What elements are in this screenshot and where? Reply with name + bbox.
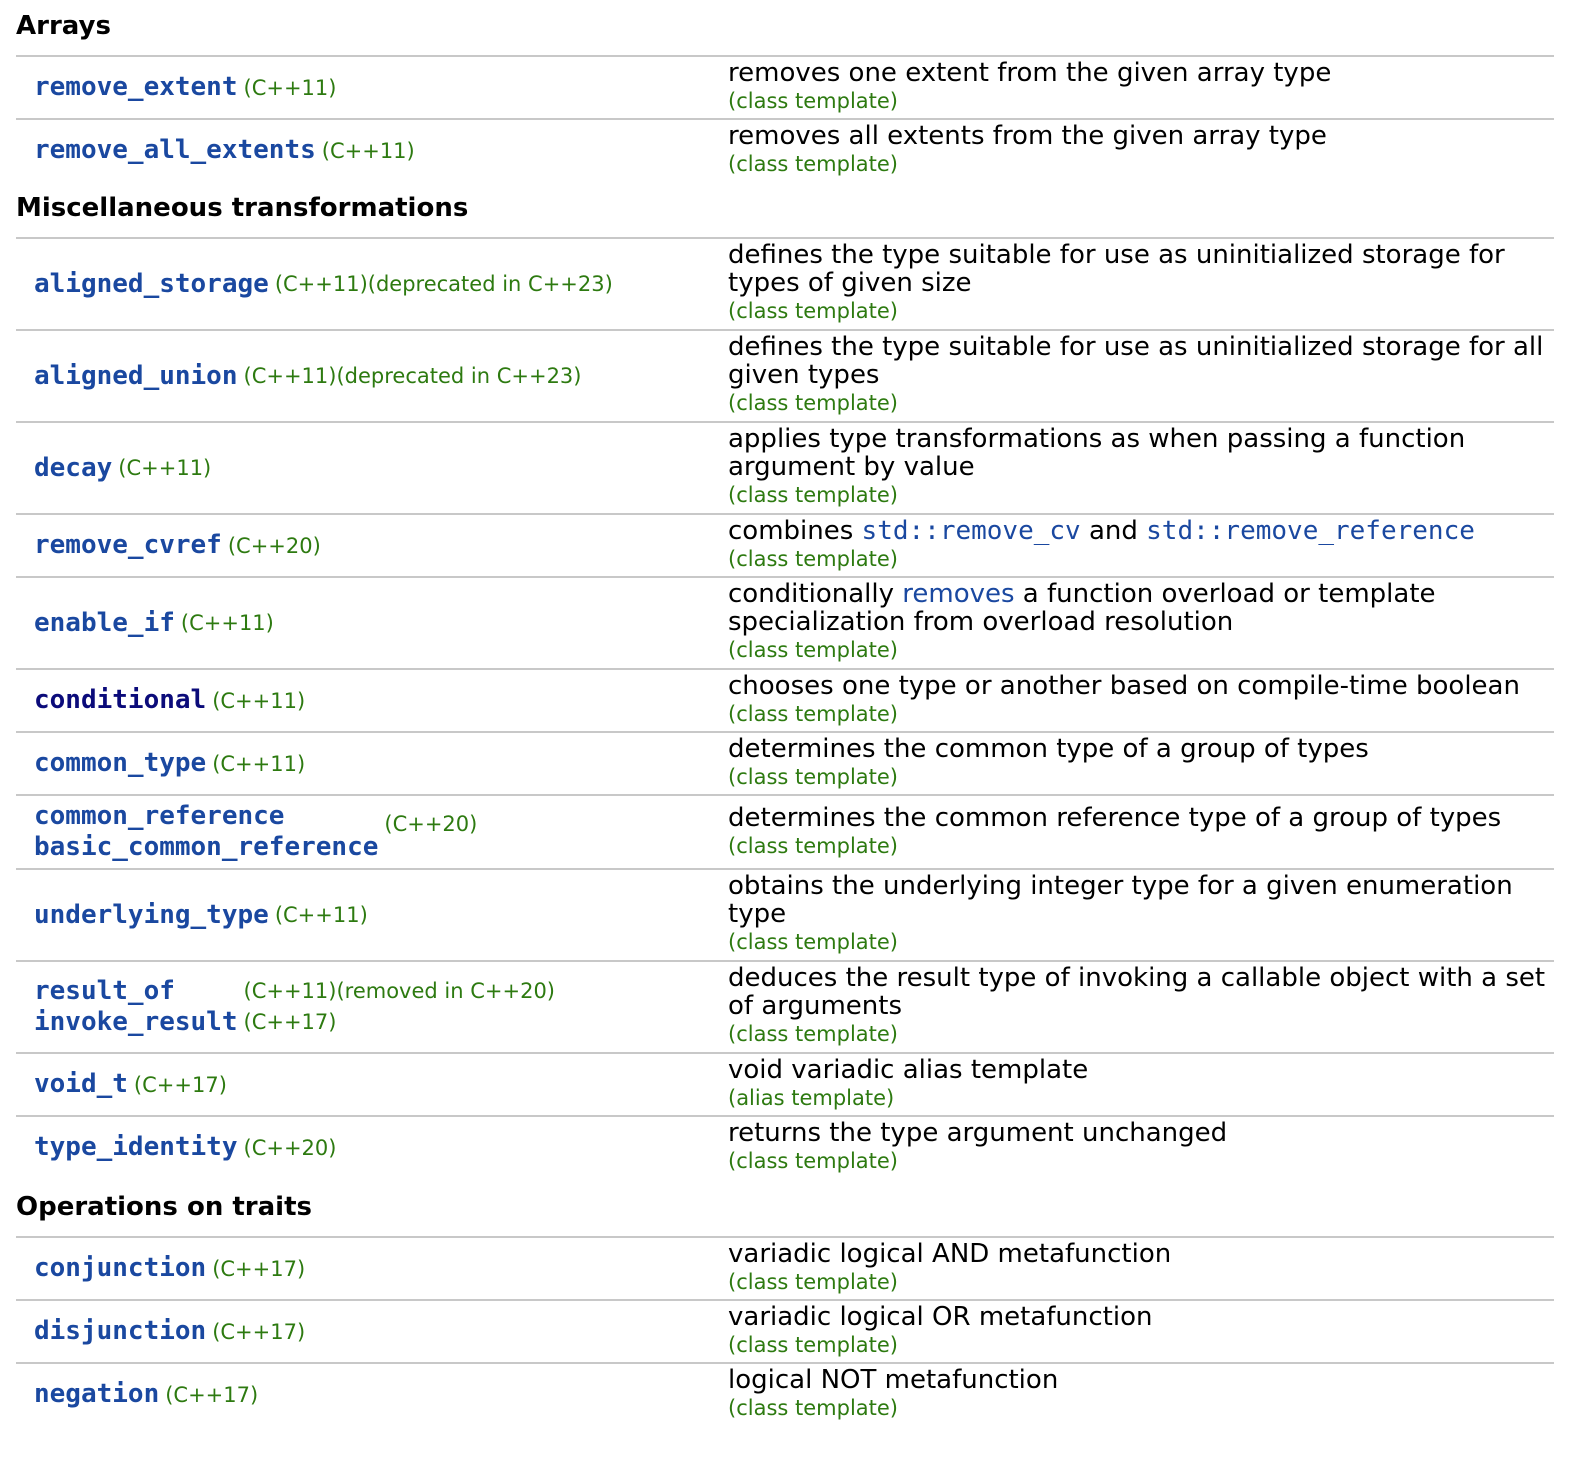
standard-mark: (C++17) bbox=[165, 1382, 259, 1407]
description-text: determines the common reference type of a group of types bbox=[728, 803, 1502, 833]
underlying-type-link[interactable]: underlying_type bbox=[34, 899, 269, 930]
kind-label: (class template) bbox=[728, 89, 898, 113]
decay-link[interactable]: decay bbox=[34, 452, 113, 483]
remove-reference-link[interactable]: std::remove_reference bbox=[1146, 516, 1475, 546]
invoke-result-link[interactable]: invoke_result bbox=[34, 1007, 238, 1037]
description-cell bbox=[728, 1117, 1554, 1178]
table-row bbox=[16, 670, 1554, 733]
description-text: returns the type argument unchanged bbox=[728, 1118, 1228, 1148]
aligned-union-link[interactable]: aligned_union bbox=[34, 360, 238, 391]
remove-extent-link[interactable]: remove_extent bbox=[34, 72, 238, 102]
sfinae-link[interactable]: removes bbox=[902, 579, 1015, 609]
name-cell bbox=[16, 1117, 728, 1178]
common-reference-link[interactable]: common_reference bbox=[34, 801, 285, 831]
standard-mark: (C++20) bbox=[384, 812, 478, 836]
name-cell bbox=[16, 1238, 728, 1299]
description-cell bbox=[728, 796, 1554, 868]
table-row bbox=[16, 331, 1554, 423]
description-text: chooses one type or another based on compile-time boolean bbox=[728, 671, 1520, 701]
standard-mark: (C++11) bbox=[180, 611, 274, 635]
name-cell bbox=[16, 870, 728, 960]
description-text: defines the type suitable for use as uninitialized storage for types of given size bbox=[728, 240, 1505, 298]
remove-all-extents-link[interactable]: remove_all_extents bbox=[34, 135, 316, 165]
standard-mark: (C++20) bbox=[243, 1135, 337, 1160]
kind-label: (class template) bbox=[728, 702, 898, 726]
name-cell bbox=[16, 578, 728, 668]
section-heading-misc: Miscellaneous transformations bbox=[16, 193, 469, 223]
name-cell bbox=[16, 733, 728, 794]
kind-label: (class template) bbox=[728, 930, 898, 954]
description-prefix: conditionally bbox=[728, 579, 903, 609]
kind-label: (class template) bbox=[728, 638, 898, 662]
description-cell bbox=[728, 578, 1554, 668]
standard-mark: (C++11)(removed in C++20) bbox=[243, 979, 555, 1003]
description-text: removes all extents from the given array type bbox=[728, 121, 1327, 151]
table-row bbox=[16, 57, 1554, 120]
standard-mark: (C++17) bbox=[243, 1010, 337, 1034]
table-row bbox=[16, 1054, 1554, 1117]
name-cell bbox=[16, 796, 728, 868]
name-cell bbox=[16, 57, 728, 118]
section-heading-operations: Operations on traits bbox=[16, 1192, 312, 1222]
kind-label: (class template) bbox=[728, 1270, 898, 1294]
name-cell bbox=[16, 423, 728, 513]
description-text: deduces the result type of invoking a callable object with a set of arguments bbox=[728, 963, 1546, 1021]
standard-mark: (C++11) bbox=[212, 751, 306, 776]
table-row bbox=[16, 870, 1554, 962]
result-of-link[interactable]: result_of bbox=[34, 976, 175, 1006]
aligned-storage-link[interactable]: aligned_storage bbox=[34, 268, 269, 299]
table-row bbox=[16, 578, 1554, 670]
description-text bbox=[728, 517, 1554, 545]
table-row bbox=[16, 962, 1554, 1054]
name-cell bbox=[16, 1301, 728, 1362]
description-cell bbox=[728, 870, 1554, 960]
description-joiner: and bbox=[1080, 516, 1147, 546]
name-cell bbox=[16, 962, 728, 1052]
standard-mark: (C++20) bbox=[227, 533, 321, 558]
description-cell bbox=[728, 423, 1554, 513]
enable-if-link[interactable]: enable_if bbox=[34, 607, 175, 638]
section-table-misc bbox=[16, 239, 1554, 1178]
table-row bbox=[16, 120, 1554, 181]
kind-label: (class template) bbox=[728, 1396, 898, 1420]
name-cell bbox=[16, 1364, 728, 1425]
description-cell bbox=[728, 1364, 1554, 1425]
standard-mark-list bbox=[238, 976, 556, 1038]
description-text: removes one extent from the given array type bbox=[728, 58, 1332, 88]
kind-label: (class template) bbox=[728, 1333, 898, 1357]
kind-label: (class template) bbox=[728, 483, 898, 507]
section-table-arrays bbox=[16, 57, 1554, 181]
description-text: variadic logical AND metafunction bbox=[728, 1239, 1172, 1269]
kind-label: (class template) bbox=[728, 765, 898, 789]
table-row bbox=[16, 239, 1554, 331]
kind-label: (class template) bbox=[728, 391, 898, 415]
description-suffix: a function overload or template specialization from overload resolution bbox=[728, 579, 1436, 637]
kind-label: (class template) bbox=[728, 547, 898, 571]
description-cell bbox=[728, 733, 1554, 794]
description-text: void variadic alias template bbox=[728, 1055, 1089, 1085]
standard-mark: (C++11) bbox=[118, 456, 212, 480]
description-cell bbox=[728, 239, 1554, 329]
name-cell bbox=[16, 1054, 728, 1115]
remove-cv-link[interactable]: std::remove_cv bbox=[861, 516, 1081, 546]
basic-common-reference-link[interactable]: basic_common_reference bbox=[34, 832, 379, 862]
description-cell bbox=[728, 1054, 1554, 1115]
description-cell bbox=[728, 670, 1554, 731]
table-row bbox=[16, 733, 1554, 796]
conditional-link[interactable]: conditional bbox=[34, 685, 207, 715]
name-cell bbox=[16, 515, 728, 576]
section-heading-arrays: Arrays bbox=[16, 11, 111, 41]
description-cell bbox=[728, 1301, 1554, 1362]
table-row bbox=[16, 1238, 1554, 1301]
kind-label: (class template) bbox=[728, 1022, 898, 1046]
disjunction-link[interactable]: disjunction bbox=[34, 1316, 207, 1346]
conjunction-link[interactable]: conjunction bbox=[34, 1253, 207, 1283]
standard-mark: (C++11)(deprecated in C++23) bbox=[243, 364, 582, 388]
description-cell bbox=[728, 1238, 1554, 1299]
kind-label: (class template) bbox=[728, 834, 898, 858]
name-cell bbox=[16, 120, 728, 181]
kind-label: (class template) bbox=[728, 152, 898, 176]
table-row bbox=[16, 423, 1554, 515]
kind-label: (alias template) bbox=[728, 1086, 895, 1110]
standard-mark: (C++11) bbox=[321, 138, 415, 163]
name-cell bbox=[16, 239, 728, 329]
description-text: determines the common type of a group of types bbox=[728, 734, 1369, 764]
table-row bbox=[16, 796, 1554, 870]
description-cell bbox=[728, 57, 1554, 118]
description-cell bbox=[728, 120, 1554, 181]
description-text: variadic logical OR metafunction bbox=[728, 1302, 1153, 1332]
standard-mark: (C++11) bbox=[212, 688, 306, 713]
table-row bbox=[16, 1117, 1554, 1178]
section-table-operations bbox=[16, 1238, 1554, 1425]
reference-page bbox=[0, 11, 1554, 1425]
standard-mark: (C++17) bbox=[212, 1319, 306, 1344]
type-identity-link[interactable]: type_identity bbox=[34, 1132, 238, 1162]
description-text: obtains the underlying integer type for a given enumeration type bbox=[728, 871, 1513, 929]
description-text: logical NOT metafunction bbox=[728, 1365, 1059, 1395]
description-prefix: combines bbox=[728, 516, 862, 546]
standard-mark: (C++11) bbox=[274, 903, 368, 927]
description-text: applies type transformations as when passing a function argument by value bbox=[728, 424, 1466, 482]
negation-link[interactable]: negation bbox=[34, 1379, 160, 1409]
name-cell bbox=[16, 670, 728, 731]
table-row bbox=[16, 515, 1554, 578]
kind-label: (class template) bbox=[728, 1149, 898, 1173]
standard-mark: (C++11) bbox=[243, 75, 337, 100]
table-row bbox=[16, 1364, 1554, 1425]
description-text bbox=[728, 580, 1554, 636]
name-list bbox=[34, 801, 378, 863]
description-cell bbox=[728, 515, 1554, 576]
description-cell bbox=[728, 331, 1554, 421]
kind-label: (class template) bbox=[728, 299, 898, 323]
description-text: defines the type suitable for use as uninitialized storage for all given types bbox=[728, 332, 1544, 390]
remove-cvref-link[interactable]: remove_cvref bbox=[34, 530, 222, 560]
name-list bbox=[34, 976, 238, 1038]
common-type-link[interactable]: common_type bbox=[34, 748, 207, 778]
description-cell bbox=[728, 962, 1554, 1052]
name-cell bbox=[16, 331, 728, 421]
standard-mark: (C++17) bbox=[212, 1256, 306, 1281]
standard-mark: (C++17) bbox=[133, 1072, 227, 1097]
void-t-link[interactable]: void_t bbox=[34, 1069, 128, 1099]
table-row bbox=[16, 1301, 1554, 1364]
standard-mark: (C++11)(deprecated in C++23) bbox=[274, 272, 613, 296]
